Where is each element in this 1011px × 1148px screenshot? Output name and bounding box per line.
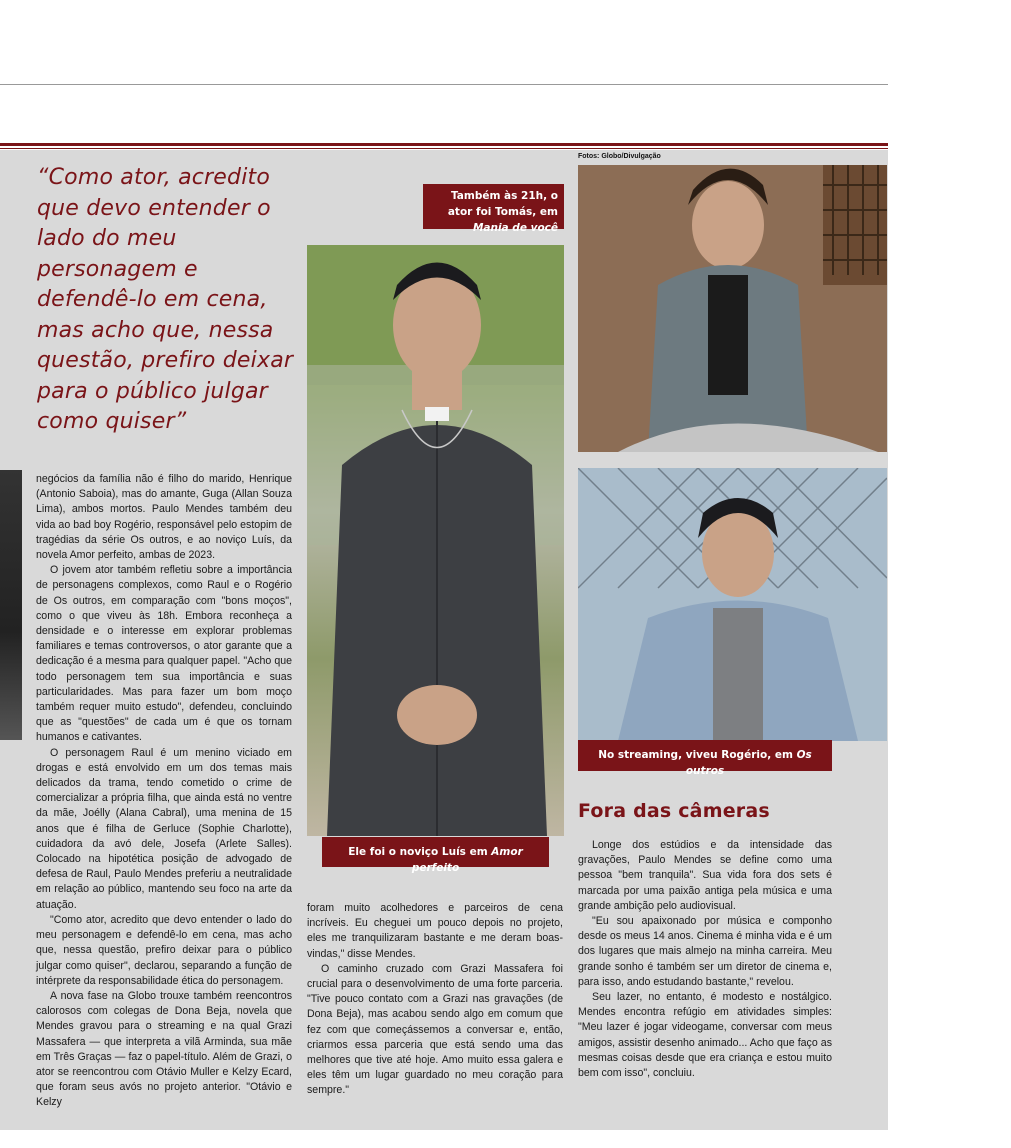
article-column-1 xyxy=(36,472,292,1111)
caption-top-title: Mania de você xyxy=(472,222,558,234)
photo-novice-luis xyxy=(307,245,564,836)
article-column-3 xyxy=(578,838,832,1081)
photo-rogerio xyxy=(578,468,887,741)
paragraph: O caminho cruzado com Grazi Massafera foi crucial para o desenvolvimento de uma forte parceria. "Tive pouco contato com a Grazi nas gravações (de Dona Beja), mas acabou sendo algo em comum que fez com que começássemos a conversar e, então, criarmos essa parceria que está sendo uma das melhores que tive até hoje. Amo muito essa galera e eles têm um lugar guardado no meu coração para sempre." xyxy=(307,962,563,1097)
section-heading: Fora das câmeras xyxy=(578,800,770,822)
novice-illustration xyxy=(307,245,564,836)
paragraph: foram muito acolhedores e parceiros de cena incríveis. Eu cheguei um pouco depois no projeto, eles me tranquilizaram bastante e me deram boas-vindas," disse Mendes. xyxy=(307,902,563,960)
paragraph: O jovem ator também refletiu sobre a importância de personagens complexos, como Raul e o Rogério de Os outros, em comparação com "bons moços", como o que viveu às 18h. Embora reconheça a densidade e o interesse em explorar problemas familiares e temas controversos, o ator garante que a dedicação é a mesma para qualquer papel. "Acho que todo personagem tem sua importância e suas particularidades. Mas para fazer um bom moço também requer muito estudo", defendeu, concluindo que as "questões" de cada um é que os tornam humanos e cativantes. xyxy=(36,564,292,744)
caption-center-title: Amor perfeito xyxy=(411,846,523,874)
rogerio-illustration xyxy=(578,468,887,741)
caption-right xyxy=(578,740,832,777)
header-rule xyxy=(0,143,888,146)
paragraph: "Eu sou apaixonado por música e componho desde os meus 14 anos. Cinema é minha vida e é um dos lugares que mais almejo na minha carreira. Meu grande sonho é também ser um diretor de cinema e, para isso, ando estudando bastante," revelou. xyxy=(578,915,832,988)
caption-top-text: Também às 21h, o ator foi Tomás, em xyxy=(447,190,558,218)
paragraph: O personagem Raul é um menino viciado em drogas e está envolvido em um dos temas mais delicados da trama, tendo cometido o crime de comercializar a própria filha, que ainda está no ventre da mãe, Joélly (Alana Cabral), uma menina de 15 anos que é filha de Gerluce (Sophie Charlotte), cuidadora da avó dele, Josefa (Arlete Salles). Colocado na hipotética posição de advogado de defesa de Raul, Paulo Mendes preferiu a neutralidade em relação ao público, mantendo seu foco na arte da atuação. xyxy=(36,746,292,911)
tomas-illustration xyxy=(578,165,887,452)
photo-tomas xyxy=(578,165,887,452)
caption-center-text: Ele foi o noviço Luís em xyxy=(348,846,492,858)
paragraph: negócios da família não é filho do marido, Henrique (Antonio Saboia), mas do amante, Guga (Allan Souza Lima), ambos mortos. Paulo Mendes também deu vida ao bad boy Rogério, responsável pelo estopim de tragédias da série Os outros, e ao noviço Luís, da novela Amor perfeito, ambas de 2023. xyxy=(36,473,292,562)
caption-right-title: Os outros xyxy=(685,749,812,777)
pull-quote: “Como ator, acredito que devo entender o lado do meu personagem e defendê-lo em cena, mas acho que, nessa questão, prefiro deixar para o público julgar como quiser” xyxy=(37,165,294,434)
article-column-2 xyxy=(307,901,563,1099)
caption-top xyxy=(423,184,564,234)
caption-right-text: No streaming, viveu Rogério, em xyxy=(598,749,797,761)
paragraph: Seu lazer, no entanto, é modesto e nostálgico. Mendes encontra refúgio em atividades simples: "Meu lazer é jogar videogame, conversar com meus amigos, assistir desenho animado... Acho que faço as mesmas coisas desde que era criança e estou muito bem com isso", concluiu. xyxy=(578,991,832,1080)
caption-center xyxy=(322,837,549,874)
photo-credit: Fotos: Globo/Divulgação xyxy=(578,153,661,160)
header-rule-thin xyxy=(0,148,888,149)
paragraph: "Como ator, acredito que devo entender o lado do meu personagem e defendê-lo em cena, mas acho que, nessa questão, prefiro deixar para o público julgar como quiser", declarou, separando a função de intérprete da responsabilidade ética do personagem. xyxy=(36,913,292,987)
top-rule xyxy=(0,84,888,85)
paragraph: A nova fase na Globo trouxe também reencontros calorosos com colegas de Dona Beja, novela que Mendes gravou para o streaming e na qual Grazi Massafera — que interpreta a vilã Arminda, sua mãe em Três Graças — faz o papel-título. Além de Grazi, o ator se reencontrou com Otávio Muller e Kelzy Ecard, que foram seus avós no projeto anterior. "Otávio e Kelzy xyxy=(36,989,292,1109)
edge-photo-fragment xyxy=(0,470,22,740)
paragraph: Longe dos estúdios e da intensidade das gravações, Paulo Mendes se define como uma pessoa "bem tranquila". Sua vida fora dos sets é marcada por uma paixão antiga pela música e uma grande ambição pelo audiovisual. xyxy=(578,839,832,912)
